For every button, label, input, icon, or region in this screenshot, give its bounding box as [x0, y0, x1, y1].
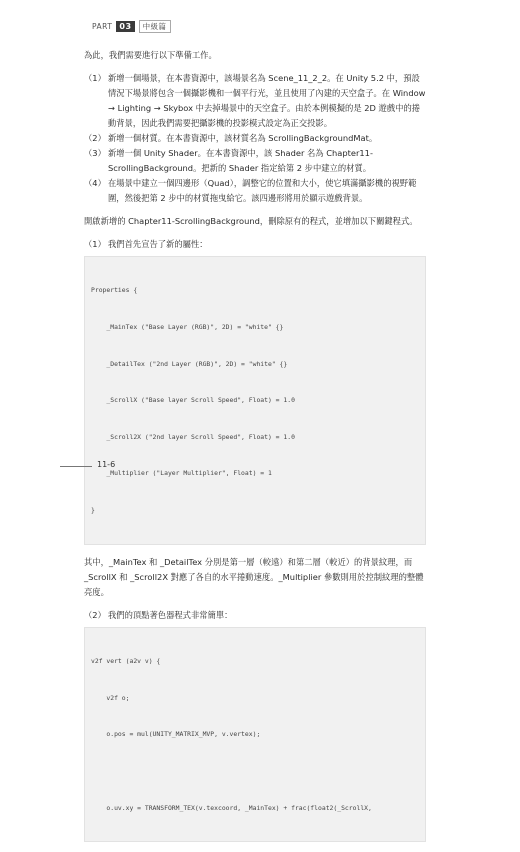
list-number: （2）: [84, 133, 106, 143]
list-item: [84, 131, 426, 146]
code-line: v2f o;: [91, 693, 130, 702]
list-number: （1）: [84, 73, 106, 83]
list-number: （1）: [84, 239, 106, 249]
code-line: o.pos = mul(UNITY_MATRIX_MVP, v.vertex);: [91, 730, 261, 739]
code-line: v2f vert (a2v v) {: [91, 657, 161, 666]
code-line: [91, 765, 419, 777]
code-line: _MainTex ("Base Layer (RGB)", 2D) = "white" {}: [91, 323, 284, 332]
list-item: [84, 71, 426, 131]
open-shader-paragraph: 開啟新增的 Chapter11-ScrollingBackground，刪除原有的程式，並增加以下關鍵程式。: [84, 216, 418, 226]
prep-steps-list: [84, 71, 426, 206]
page-number: 11-6: [97, 460, 116, 469]
code-line: _DetailTex ("2nd Layer (RGB)", 2D) = "white" {}: [91, 359, 288, 368]
list-number: （2）: [84, 609, 106, 620]
chapter-title: 中級篇: [139, 20, 171, 33]
list-text: 新增一個 Unity Shader。在本書資源中，該 Shader 名為 Chapter11-ScrollingBackground。把新的 Shader 指定給第 2 步中建立的材質。: [108, 148, 373, 173]
list-text: 在場景中建立一個四邊形（Quad），調整它的位置和大小，使它填滿攝影機的視野範圍，然後把第 2 步中的材質拖曳給它。該四邊形將用於顯示遊戲背景。: [108, 178, 417, 203]
list-text: 我們的頂點著色器程式非常簡單：: [108, 609, 233, 620]
list-text: 我們首先宣告了新的屬性：: [108, 239, 208, 249]
code-line: o.uv.xy = TRANSFORM_TEX(v.texcoord, _MainTex) + frac(float2(_ScrollX,: [91, 803, 372, 812]
code-line: _ScrollX ("Base layer Scroll Speed", Float) = 1.0: [91, 396, 295, 405]
list-number: （3）: [84, 148, 106, 158]
code-line: Properties {: [91, 286, 138, 295]
list-item: [84, 176, 426, 206]
code-block-vertex-shader: [84, 627, 426, 842]
step-1: [84, 237, 426, 252]
explain-paragraph: 其中，_MainTex 和 _DetailTex 分別是第一層（較遠）和第二層（較近）的背景紋理，而 _ScrollX 和 _Scroll2X 對應了各自的水平捲動速度。_Multiplier 參數則用於控制紋理的整體亮度。: [84, 556, 424, 597]
code-line: _Multiplier ("Layer Multiplier", Float) = 1: [91, 469, 272, 478]
intro-paragraph: 為此，我們需要進行以下準備工作。: [84, 50, 217, 60]
code-block-properties: [84, 256, 426, 545]
code-line: }: [91, 506, 95, 515]
list-item: [84, 146, 426, 176]
page-content: [84, 48, 426, 852]
step-2: [84, 608, 426, 623]
page-header: [92, 18, 171, 34]
code-line: _Scroll2X ("2nd layer Scroll Speed", Float) = 1.0: [91, 432, 295, 441]
list-text: 新增一個場景，在本書資源中，該場景名為 Scene_11_2_2。在 Unity 5.2 中，預設情況下場景將包含一個攝影機和一個平行光，並且使用了內建的天空盒子。在 Window → Lighting → Skybox 中去掉場景中的天空盒子。由於本例模擬的是 2D 遊戲中的捲動背景，因此我們需要把攝影機的投影模式設定為正交投影。: [108, 73, 426, 128]
part-number-badge: 03: [116, 21, 134, 32]
footer-divider: [60, 466, 92, 467]
part-label: PART: [92, 21, 113, 31]
list-number: （4）: [84, 178, 106, 188]
list-text: 新增一個材質。在本書資源中，該材質名為 ScrollingBackgroundMat。: [108, 133, 378, 143]
